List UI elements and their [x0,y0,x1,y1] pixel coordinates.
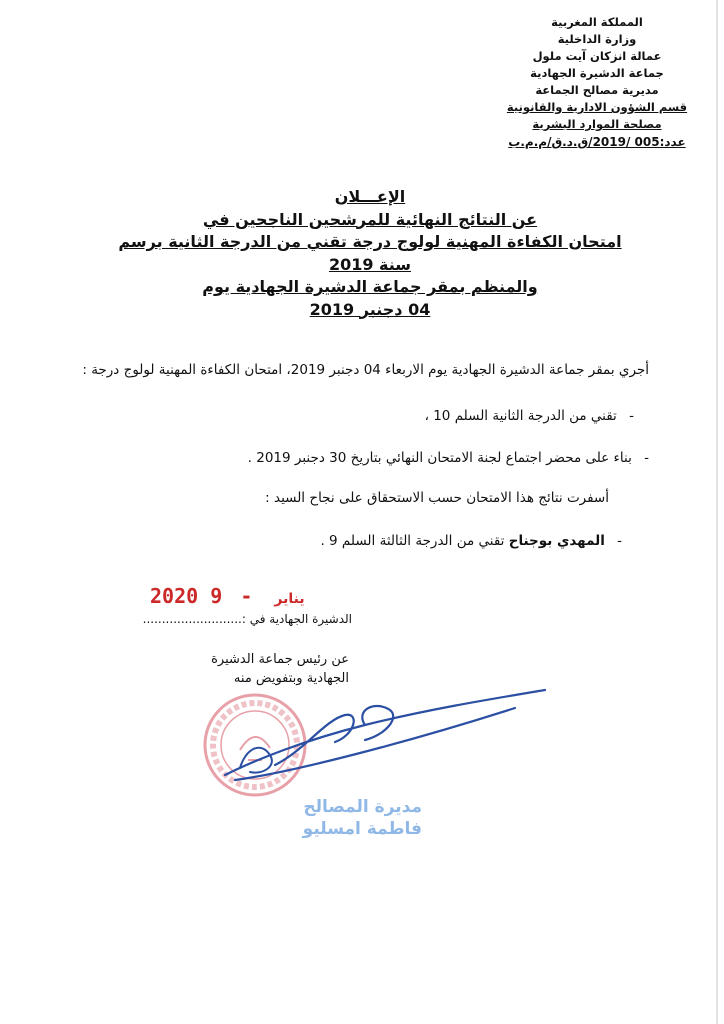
division-line: قسم الشؤون الادارية والقانونية [506,100,688,114]
signatory-line-2: الجهادية وبتفويض منه [233,671,349,686]
bullet-minutes-text: بناء على محضر اجتماع لجنة الامتحان النهائي بتاريخ 30 دجنبر 2019 . [247,450,632,466]
stamp-dash: - [240,584,253,608]
bullet-minutes [248,450,649,466]
intro-paragraph: أجري بمقر جماعة الدشيرة الجهادية يوم الاربعاء 04 دجنبر 2019، امتحان الكفاءة المهنية لولوج درجة : [82,362,649,378]
winner-grade: تقني من الدرجة الثالثة السلم 9 . [320,533,505,549]
bullet-grade-text: تقني من الدرجة الثانية السلم 10 ، [424,408,617,424]
title-line-4: والمنظم بمقر جماعة الدشيرة الجهادية يوم [202,277,538,296]
results-sentence: أسفرت نتائج هذا الامتحان حسب الاستحقاق على نجاح السيد : [265,490,609,506]
winner-name: المهدي بوجناح [508,533,605,549]
commune-line: جماعة الدشيرة الجهادية [530,66,664,80]
letterhead [492,14,702,151]
place-date-line [143,612,352,626]
prefecture-line: عمالة انزكان آيت ملول [532,49,662,63]
stamp-day: 9 [210,584,223,608]
reference-number: عدد:005 /2019/ق.د.ق/م.م.ب [508,135,686,149]
title-line-3: امتحان الكفاءة المهنية لولوج درجة تقني من الدرجة الثانية برسم سنة 2019 [118,232,622,274]
bullet-dash: - [617,533,622,549]
stamp-month: يناير [274,591,305,607]
directorate-line: مديرية مصالح الجماعة [535,83,659,97]
place-label: الدشيرة الجهادية في : [241,612,352,626]
bullet-grade [425,408,634,424]
director-name: فاطمة امسليو [302,819,422,839]
signatory-line-1: عن رئيس جماعة الدشيرة [211,652,349,667]
title-line-1: الإعـــلان [334,187,406,206]
bullet-dash: - [644,450,649,466]
stamp-year: 2020 [150,584,199,608]
place-dots: .......................... [142,612,242,626]
title-line-2: عن النتائج النهائية للمرشحين الناجحين في [202,209,538,229]
title-line-5: 04 دجنبر 2019 [309,299,431,319]
kingdom-line: المملكة المغربية [551,15,643,29]
announcement-title [110,186,630,321]
winner-line [320,533,622,549]
service-line: مصلحة الموارد البشرية [532,117,662,131]
bullet-dash: - [629,408,634,424]
director-stamp [262,796,422,840]
date-stamp [150,584,309,608]
scan-edge [716,0,718,1024]
ministry-line: وزارة الداخلية [557,32,637,46]
director-title: مديرة المصالح [303,797,422,817]
handwritten-signature [215,680,555,790]
